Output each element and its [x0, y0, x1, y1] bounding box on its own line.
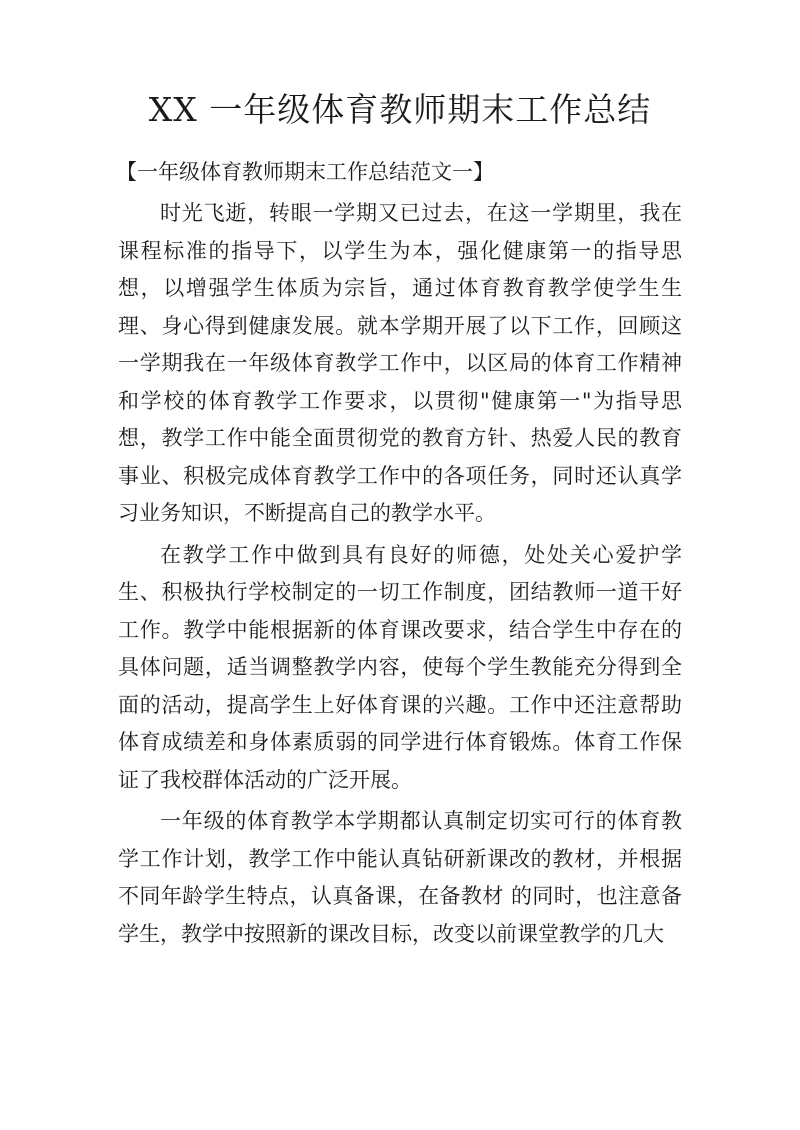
section-heading: 【一年级体育教师期末工作总结范文一】: [116, 160, 494, 184]
document-title: XX 一年级体育教师期末工作总结: [148, 90, 652, 129]
paragraph-2: 在教学工作中做到具有良好的师德，处处关心爱护学生、积极执行学校制定的一切工作制度，团结教师一道干好工作。教学中能根据新的体育课改要求，结合学生中存在的具体问题，适当调整教学内容，使每个学生教能充分得到全面的活动，提高学生上好体育课的兴趣。工作中还注意帮助体育成绩差和身体素质弱的同学进行体育锻炼。体育工作保证了我校群体活动的广泛开展。: [118, 542, 682, 792]
paragraph-1: 时光飞逝，转眼一学期又已过去，在这一学期里，我在课程标准的指导下，以学生为本，强化健康第一的指导思想，以增强学生体质为宗旨，通过体育教育教学使学生生理、身心得到健康发展。就本学期开展了以下工作，回顾这一学期我在一年级体育教学工作中，以区局的体育工作精神和学校的体育教学工作要求，以贯彻"健康第一"为指导思想，教学工作中能全面贯彻党的教育方针、热爱人民的教育事业、积极完成体育教学工作中的各项任务，同时还认真学习业务知识，不断提高自己的教学水平。: [118, 201, 682, 525]
paragraph-3: 一年级的体育教学本学期都认真制定切实可行的体育教学工作计划，教学工作中能认真钻研新课改的教材，并根据不同年龄学生特点，认真备课，在备教材 的同时，也注意备学生，教学中按照新的课改目标，改变以前课堂教学的几大: [118, 809, 682, 946]
